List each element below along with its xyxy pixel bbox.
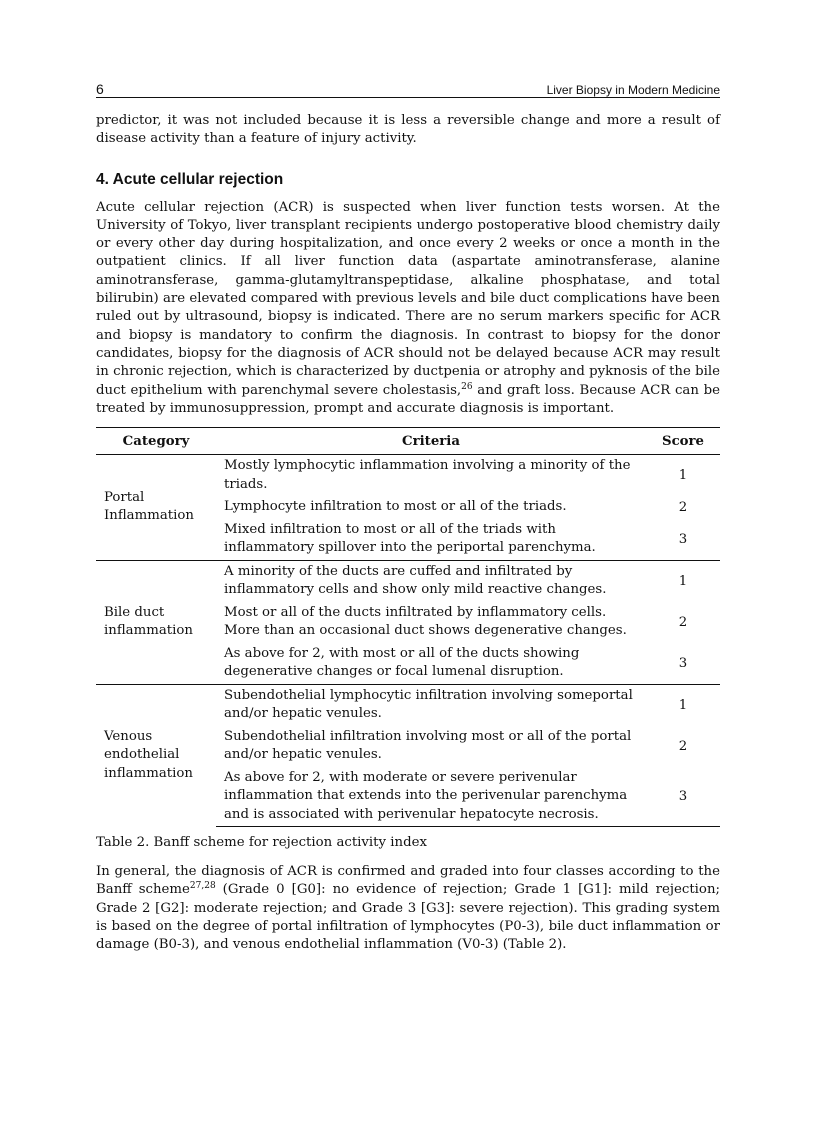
journal-title: Liver Biopsy in Modern Medicine [546, 83, 720, 97]
table-row [96, 455, 720, 497]
closing-paragraph [96, 863, 720, 954]
section-paragraph [96, 199, 720, 419]
banff-table [96, 427, 720, 827]
paragraph-text: In general, the diagnosis of ACR is confirmed and graded into four classes according to the Banff scheme [96, 864, 720, 898]
score-cell: 1 [646, 455, 720, 497]
score-cell: 1 [646, 684, 720, 726]
reference-27-28: 27,28 [189, 881, 216, 892]
score-cell: 1 [646, 560, 720, 602]
paragraph-text: Acute cellular rejection (ACR) is suspected when liver function tests worsen. At the University of Tokyo, liver transplant recipients undergo postoperative blood chemistry daily or every other day during hospitalization, and once every 2 weeks or once a month in the outpatient clinics. If all liver function data (aspartate aminotransferase, alanine aminotransferase, gamma-glutamyltranspeptidase, alkaline phosphatase, and total bilirubin) are elevated compared with previous levels and bile duct complications have been ruled out by ultrasound, biopsy is indicated. There are no serum markers specific for ACR and biopsy is mandatory to confirm the diagnosis. In contrast to biopsy for the donor candidates, biopsy for the diagnosis of ACR should not be delayed because ACR may result in chronic rejection, which is characterized by ductpenia or atrophy and pyknosis of the bile duct epithelium with parenchymal severe cholestasis, [96, 199, 720, 398]
criteria-cell: Subendothelial infiltration involving most or all of the portal and/or hepatic venules. [224, 728, 632, 763]
score-cell: 3 [678, 655, 688, 671]
category-cell: Venous endothelial inflammation [96, 684, 216, 827]
section-title: 4. Acute cellular rejection [96, 170, 284, 188]
reference-26: 26 [461, 381, 473, 392]
paragraph-text: (Grade 0 [G0]: no evidence of rejection; Grade 1 [G1]: mild rejection; Grade 2 [G2]: moderate rejection; and Grade 3 [G3]: severe rejection). This grading system is based on the degree of portal infiltration of lymphocytes (P0-3), bile duct inflammation or damage (B0-3), and venous endothelial inflammation (V0-3) (Table 2). [96, 882, 720, 953]
criteria-cell: As above for 2, with moderate or severe perivenular inflammation that extends into the perivenular parenchyma and is associated with perivenular hepatocyte necrosis. [216, 767, 646, 827]
criteria-cell: As above for 2, with most or all of the ducts showing degenerative changes or focal lumenal disruption. [224, 645, 580, 680]
intro-paragraph: predictor, it was not included because it is less a reversible change and more a result of disease activity than a feature of injury activity. [96, 113, 720, 147]
header-score: Score [646, 428, 720, 455]
header-criteria: Criteria [216, 428, 646, 455]
criteria-cell: Most or all of the ducts infiltrated by inflammatory cells. More than an occasional duct shows degenerative changes. [224, 604, 627, 639]
category-cell: Bile duct inflammation [96, 560, 216, 684]
table-row [96, 684, 720, 726]
paragraph-text: and graft loss. Because ACR can be treated by immunosuppression, prompt and accurate diagnosis is important. [96, 382, 720, 416]
criteria-cell: Subendothelial lymphocytic infiltration involving someportal and/or hepatic venules. [216, 684, 646, 726]
criteria-cell: Mostly lymphocytic inflammation involving a minority of the triads. [216, 455, 646, 497]
score-cell: 3 [678, 531, 688, 547]
criteria-cell: Mixed infiltration to most or all of the triads with inflammatory spillover into the periportal parenchyma. [224, 521, 596, 556]
score-cell: 2 [678, 614, 688, 630]
table-header-row [96, 428, 720, 455]
score-cell: 2 [678, 738, 688, 754]
header-category: Category [96, 428, 216, 455]
table-caption: Table 2. Banff scheme for rejection activity index [96, 835, 427, 851]
score-cell: 3 [646, 767, 720, 827]
category-cell: Portal Inflammation [96, 455, 216, 561]
page [96, 78, 720, 955]
table-row [96, 560, 720, 602]
criteria-cell: A minority of the ducts are cuffed and infiltrated by inflammatory cells and show only mild reactive changes. [216, 560, 646, 602]
score-cell: 2 [678, 499, 688, 515]
criteria-cell: Lymphocyte infiltration to most or all of the triads. [224, 499, 567, 515]
running-header [96, 78, 720, 98]
page-number: 6 [96, 81, 104, 97]
